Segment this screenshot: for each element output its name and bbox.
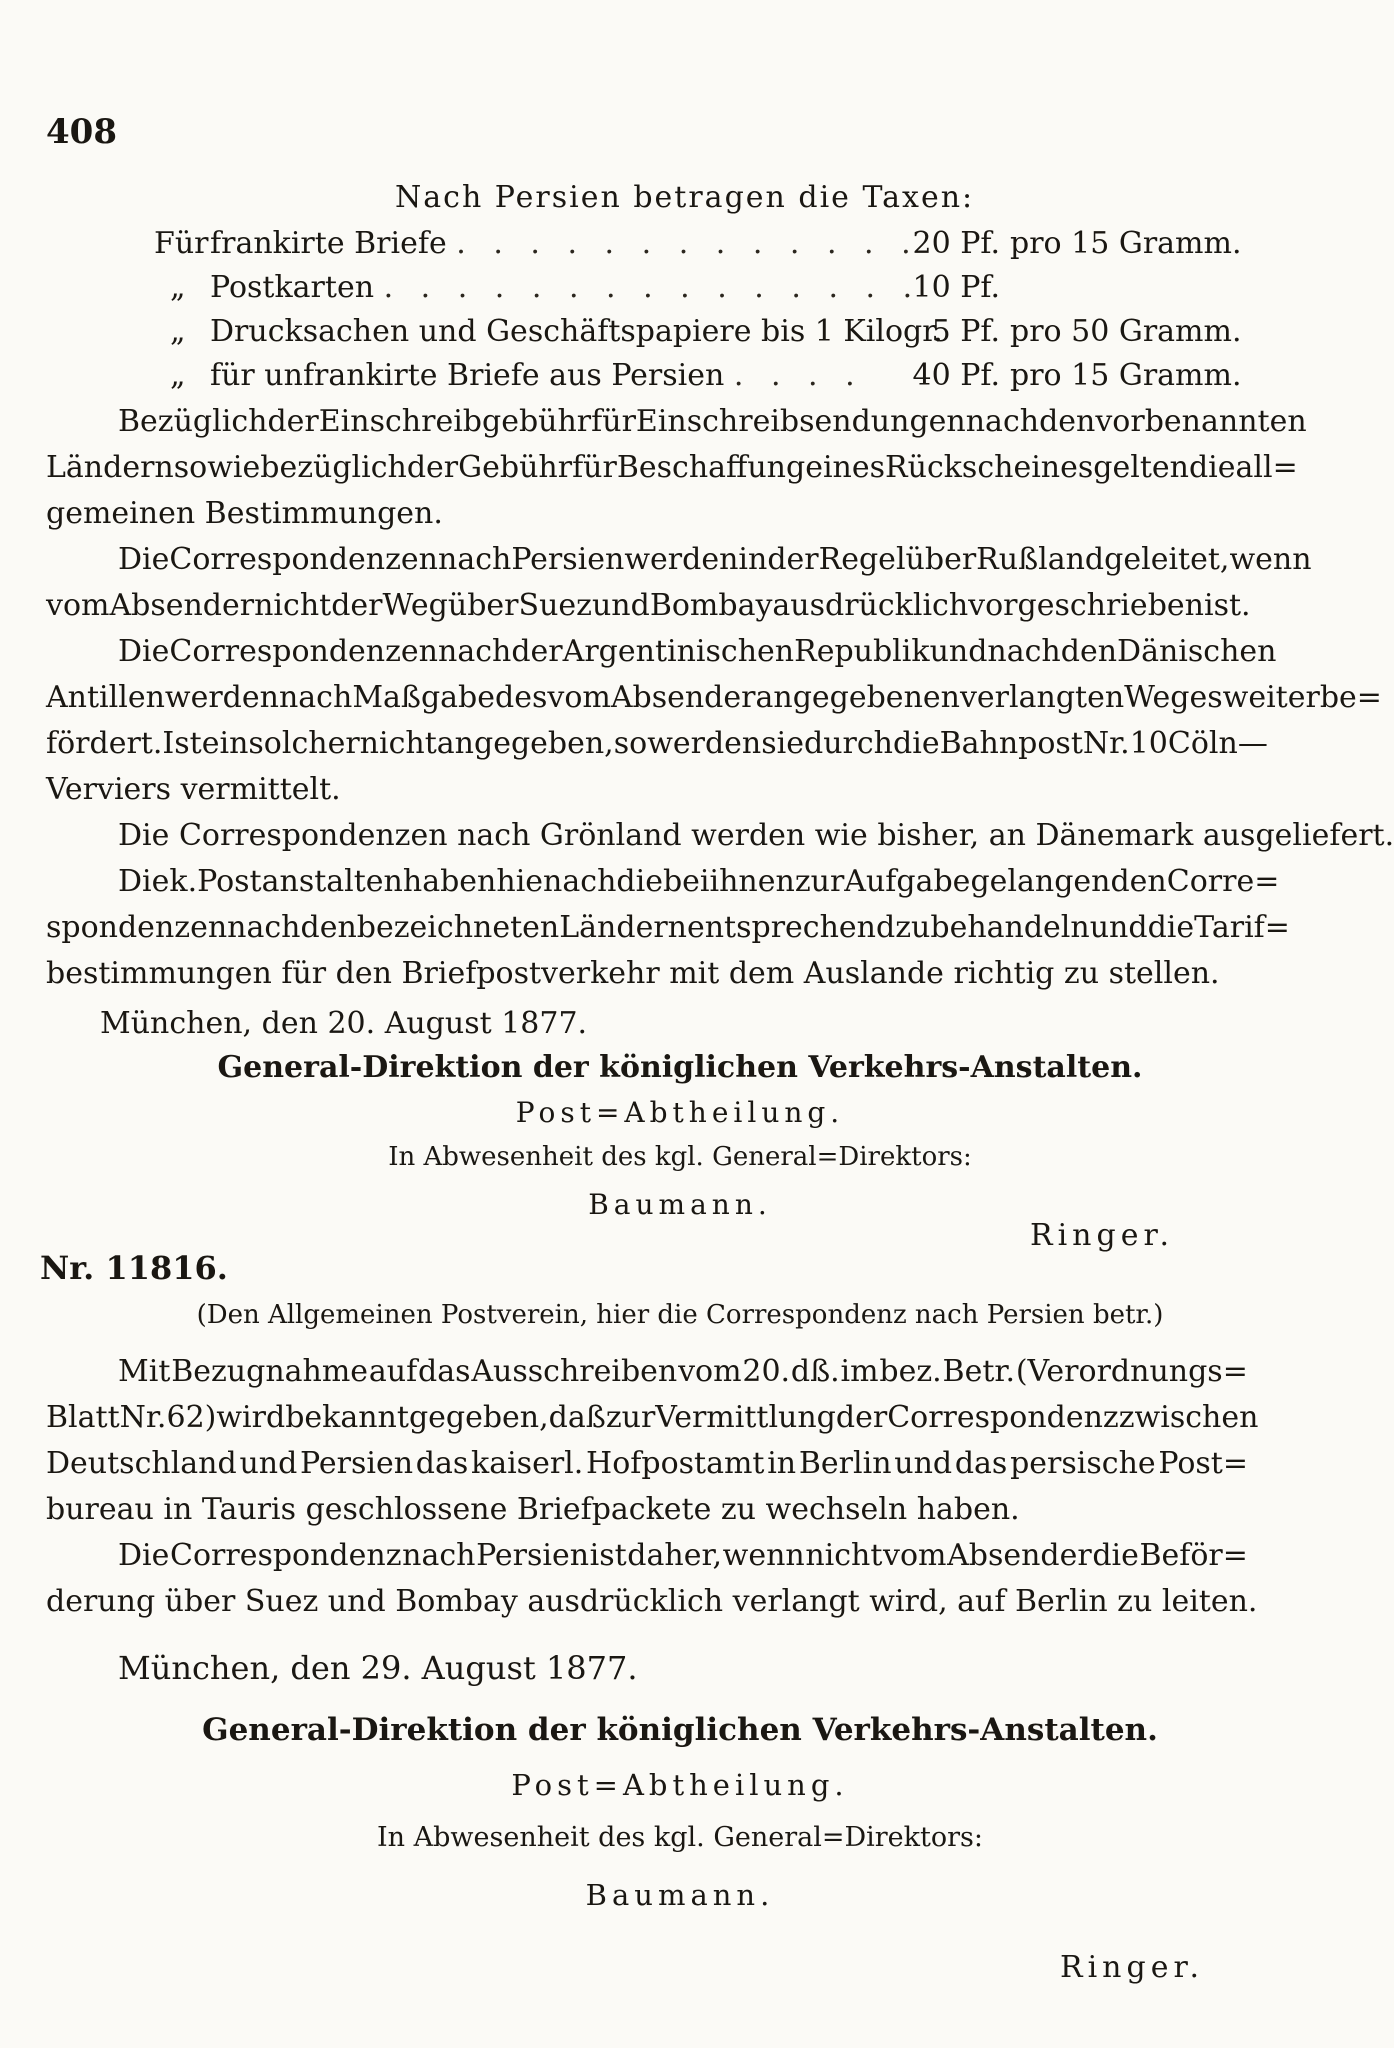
paragraph-line <box>46 448 1298 488</box>
word: der <box>267 404 319 439</box>
word: Correspondenzen <box>169 634 438 669</box>
word: zur <box>605 1400 656 1435</box>
tariff-prefix: „ <box>170 270 186 305</box>
word: bezeichneten <box>356 910 560 945</box>
word: Rußland <box>976 542 1105 577</box>
tariff-price: 5 Pf. <box>931 314 1000 349</box>
tariff-item-wrap <box>210 266 921 310</box>
word: Argentinischen <box>562 634 795 669</box>
word: vom <box>46 588 110 623</box>
word: werden <box>624 542 739 577</box>
word: Correspondenz <box>887 1400 1119 1435</box>
paragraph-line <box>118 1536 1248 1576</box>
tariff-item-wrap <box>210 310 943 354</box>
word: Nr. <box>1082 726 1130 761</box>
paragraph-line: derung über Suez und Bombay ausdrücklich verlangt wird, auf Berlin zu leiten. <box>46 1584 1258 1619</box>
word: Die <box>118 634 170 669</box>
word: in <box>767 1446 797 1481</box>
paragraph-line: Die Correspondenzen nach Grönland werden wie bisher, an Dänemark ausgeliefert. <box>118 818 1394 853</box>
word: Beför= <box>1139 1538 1248 1573</box>
word: wird <box>216 1400 286 1435</box>
word: in <box>738 542 768 577</box>
absence-note: In Abwesenheit des kgl. General=Direktors: <box>388 1142 972 1172</box>
word: ein <box>201 726 249 761</box>
word: Aufgabe <box>844 864 971 899</box>
word: angegebenen <box>755 680 960 715</box>
paragraph-line <box>118 540 1312 580</box>
word: Post= <box>1158 1446 1248 1481</box>
word: daher, <box>627 1538 723 1573</box>
page-number: 408 <box>46 112 117 152</box>
tariff-row <box>140 354 1240 398</box>
word: spondenzen <box>46 910 228 945</box>
decree-subject: (Den Allgemeinen Postverein, hier die Correspondenz nach Persien betr.) <box>196 1300 1164 1330</box>
word: Dänischen <box>1117 634 1277 669</box>
word: der <box>331 588 383 623</box>
word: 10 <box>1129 726 1168 761</box>
paragraph-line <box>118 1352 1248 1392</box>
paragraph-line <box>46 1444 1248 1484</box>
word: eines <box>805 450 886 485</box>
word: fördert. <box>46 726 163 761</box>
word: persische <box>1010 1446 1156 1481</box>
word: den <box>1039 404 1096 439</box>
paragraph-line <box>46 724 1268 764</box>
word: (Verordnungs= <box>1015 1354 1248 1389</box>
word: ihnen <box>709 864 795 899</box>
paragraph-line <box>46 678 1382 718</box>
word: des <box>495 680 548 715</box>
word: zu <box>895 910 931 945</box>
word: zwischen <box>1118 1400 1259 1435</box>
authority-title: General-Direktion der königlichen Verkehrs-Anstalten. <box>202 1712 1158 1748</box>
tariff-unit: pro 15 Gramm. <box>1010 358 1242 393</box>
word: wenn <box>1229 542 1312 577</box>
word: 62) <box>166 1400 217 1435</box>
leader-dots: . . . . . . . . . . . . . <box>456 226 920 261</box>
word: wenn <box>722 1538 805 1573</box>
signer-name: Ringer. <box>1030 1218 1175 1253</box>
tariff-item: frankirte Briefe <box>210 226 447 261</box>
word: Absender <box>610 680 756 715</box>
word: Beschaffung <box>616 450 806 485</box>
word: Tarif= <box>1194 910 1290 945</box>
word: Weg <box>382 588 448 623</box>
tariff-row <box>140 222 1240 266</box>
word: vorgeschrieben <box>968 588 1204 623</box>
word: Persien <box>511 542 625 577</box>
word: sie <box>761 726 805 761</box>
word: nach <box>438 634 512 669</box>
word: angegeben, <box>436 726 614 761</box>
paragraph-line <box>46 908 1290 948</box>
word: die <box>1092 1538 1139 1573</box>
word: Bezüglich <box>118 404 268 439</box>
word: nach <box>965 404 1040 439</box>
word: und <box>929 634 988 669</box>
word: Gebühr <box>458 450 573 485</box>
department-title: Post=Abtheilung. <box>511 1768 849 1802</box>
word: Bezugnahme <box>171 1354 369 1389</box>
word: im <box>840 1354 879 1389</box>
word: bei <box>662 864 710 899</box>
word: Ausschreiben <box>471 1354 678 1389</box>
word: gegeben, <box>408 1400 549 1435</box>
word: gelangenden <box>970 864 1167 899</box>
word: behandeln <box>930 910 1090 945</box>
word: werden <box>164 680 279 715</box>
paragraph-line: Verviers vermittelt. <box>46 772 341 807</box>
word: daß <box>548 1400 606 1435</box>
paragraph-line <box>118 862 1280 902</box>
word: Betr. <box>942 1354 1015 1389</box>
word: der <box>835 1400 888 1435</box>
tariff-prefix: Für <box>154 226 209 261</box>
word: nach <box>278 680 353 715</box>
word: nach <box>438 542 512 577</box>
word: Antillen <box>46 680 165 715</box>
word: be= <box>1319 680 1382 715</box>
word: die <box>616 864 663 899</box>
tariff-row <box>140 310 1240 354</box>
word: dß. <box>790 1354 840 1389</box>
word: gelten <box>1093 450 1189 485</box>
tariff-prefix: „ <box>170 358 186 393</box>
word: Cöln— <box>1167 726 1268 761</box>
signer-name: Baumann. <box>588 1188 772 1221</box>
word: über <box>447 588 519 623</box>
word: bezüglich <box>260 450 407 485</box>
tariff-prefix: „ <box>170 314 186 349</box>
word: nach <box>227 910 301 945</box>
word: zur <box>794 864 845 899</box>
word: kaiserl. <box>471 1446 584 1481</box>
word: vom <box>883 1538 947 1573</box>
paragraph-line: bureau in Tauris geschlossene Briefpackete zu wechseln haben. <box>46 1492 1020 1527</box>
word: 20. <box>742 1354 791 1389</box>
word: der <box>406 450 459 485</box>
tariff-item: für unfrankirte Briefe aus Persien <box>210 358 725 393</box>
date-line: München, den 29. August 1877. <box>118 1649 638 1687</box>
paragraph-line <box>118 402 1307 442</box>
word: Persien <box>300 1446 414 1481</box>
word: nicht <box>805 1538 883 1573</box>
word: Maßgabe <box>352 680 496 715</box>
word: ausdrücklich <box>772 588 969 623</box>
word: all= <box>1235 450 1298 485</box>
word: Nr. <box>119 1400 167 1435</box>
word: Absender <box>109 588 255 623</box>
word: Absender <box>947 1538 1092 1573</box>
word: ist <box>589 1538 627 1573</box>
word: der <box>767 542 819 577</box>
word: nicht <box>254 588 332 623</box>
word: Regel <box>818 542 906 577</box>
word: Berlin <box>798 1446 892 1481</box>
word: und <box>894 1446 953 1481</box>
word: Blatt <box>46 1400 120 1435</box>
department-title: Post=Abtheilung. <box>515 1096 845 1129</box>
tariff-item-wrap <box>210 222 920 266</box>
word: für <box>572 450 617 485</box>
word: verlangten <box>959 680 1125 715</box>
word: sowie <box>173 450 261 485</box>
word: Einschreibsendungen <box>635 404 966 439</box>
word: Mit <box>118 1354 171 1389</box>
tariff-item-wrap <box>210 354 864 398</box>
word: den <box>1060 634 1118 669</box>
word: die <box>1147 910 1195 945</box>
paragraph-line <box>118 632 1277 672</box>
word: k. <box>169 864 198 899</box>
word: Suez <box>518 588 592 623</box>
word: werden <box>647 726 762 761</box>
word: Correspondenzen <box>169 542 438 577</box>
tariff-item: Postkarten <box>210 270 375 305</box>
word: nach <box>402 1538 476 1573</box>
word: Ländern <box>46 450 174 485</box>
authority-title: General-Direktion der königlichen Verkehrs-Anstalten. <box>217 1050 1143 1085</box>
word: Postanstalten <box>197 864 403 899</box>
tariff-price: 10 Pf. <box>912 270 1000 305</box>
word: die <box>1188 450 1236 485</box>
word: Deutschland <box>46 1446 237 1481</box>
word: und <box>591 588 650 623</box>
word: Republik <box>794 634 930 669</box>
word: nicht <box>359 726 437 761</box>
word: ist. <box>1203 588 1251 623</box>
word: auf <box>368 1354 418 1389</box>
word: Die <box>118 864 170 899</box>
word: Corre= <box>1166 864 1280 899</box>
word: Vermittlung <box>655 1400 836 1435</box>
word: bez. <box>879 1354 942 1389</box>
tariff-unit: pro 15 Gramm. <box>1010 226 1242 261</box>
paragraph-line <box>46 586 1251 626</box>
word: weiter <box>1222 680 1320 715</box>
absence-note: In Abwesenheit des kgl. General=Direktors: <box>377 1822 983 1853</box>
word: über <box>905 542 977 577</box>
word: solcher <box>248 726 360 761</box>
paragraph-line: gemeinen Bestimmungen. <box>46 496 443 531</box>
word: Die <box>118 542 170 577</box>
word: Die <box>118 1538 170 1573</box>
word: Rückscheines <box>885 450 1094 485</box>
word: Ist <box>162 726 202 761</box>
word: so <box>613 726 648 761</box>
word: vom <box>547 680 611 715</box>
word: geleitet, <box>1104 542 1230 577</box>
word: bekannt <box>285 1400 409 1435</box>
tariff-row <box>140 266 1240 310</box>
tariff-item: Drucksachen und Geschäftspapiere bis 1 Kilogr. <box>210 314 943 349</box>
paragraph-line <box>46 1398 1259 1438</box>
signer-name: Ringer. <box>1060 1950 1205 1985</box>
word: das <box>954 1446 1008 1481</box>
word: Ländern <box>559 910 687 945</box>
signer-name: Baumann. <box>585 1878 775 1912</box>
tariff-unit: pro 50 Gramm. <box>1010 314 1242 349</box>
date-line: München, den 20. August 1877. <box>100 1006 588 1041</box>
word: Persien <box>476 1538 590 1573</box>
tariff-price: 40 Pf. <box>912 358 1000 393</box>
word: hienach <box>496 864 617 899</box>
word: Einschreibgebühr <box>318 404 592 439</box>
word: und <box>1089 910 1148 945</box>
word: den <box>300 910 357 945</box>
word: Correspondenz <box>170 1538 402 1573</box>
word: nach <box>987 634 1061 669</box>
word: durch <box>804 726 894 761</box>
word: das <box>415 1446 469 1481</box>
paragraph-line: bestimmungen für den Briefpostverkehr mit dem Auslande richtig zu stellen. <box>46 956 1220 991</box>
word: Bombay <box>649 588 773 623</box>
word: haben <box>402 864 497 899</box>
tariff-heading: Nach Persien betragen die Taxen: <box>395 180 975 215</box>
word: Hofpostamt <box>586 1446 765 1481</box>
leader-dots: . . . . . . . . . . . . . . . <box>383 270 922 305</box>
word: die <box>893 726 940 761</box>
word: Bahnpost <box>939 726 1083 761</box>
leader-dots: . . . . <box>733 358 864 393</box>
word: vom <box>678 1354 742 1389</box>
tariff-price: 20 Pf. <box>912 226 1000 261</box>
word: für <box>591 404 636 439</box>
word: der <box>511 634 563 669</box>
word: Weges <box>1124 680 1223 715</box>
word: vorbenannten <box>1095 404 1307 439</box>
word: und <box>239 1446 298 1481</box>
word: das <box>418 1354 471 1389</box>
decree-number: Nr. 11816. <box>40 1249 228 1287</box>
word: entsprechend <box>686 910 896 945</box>
